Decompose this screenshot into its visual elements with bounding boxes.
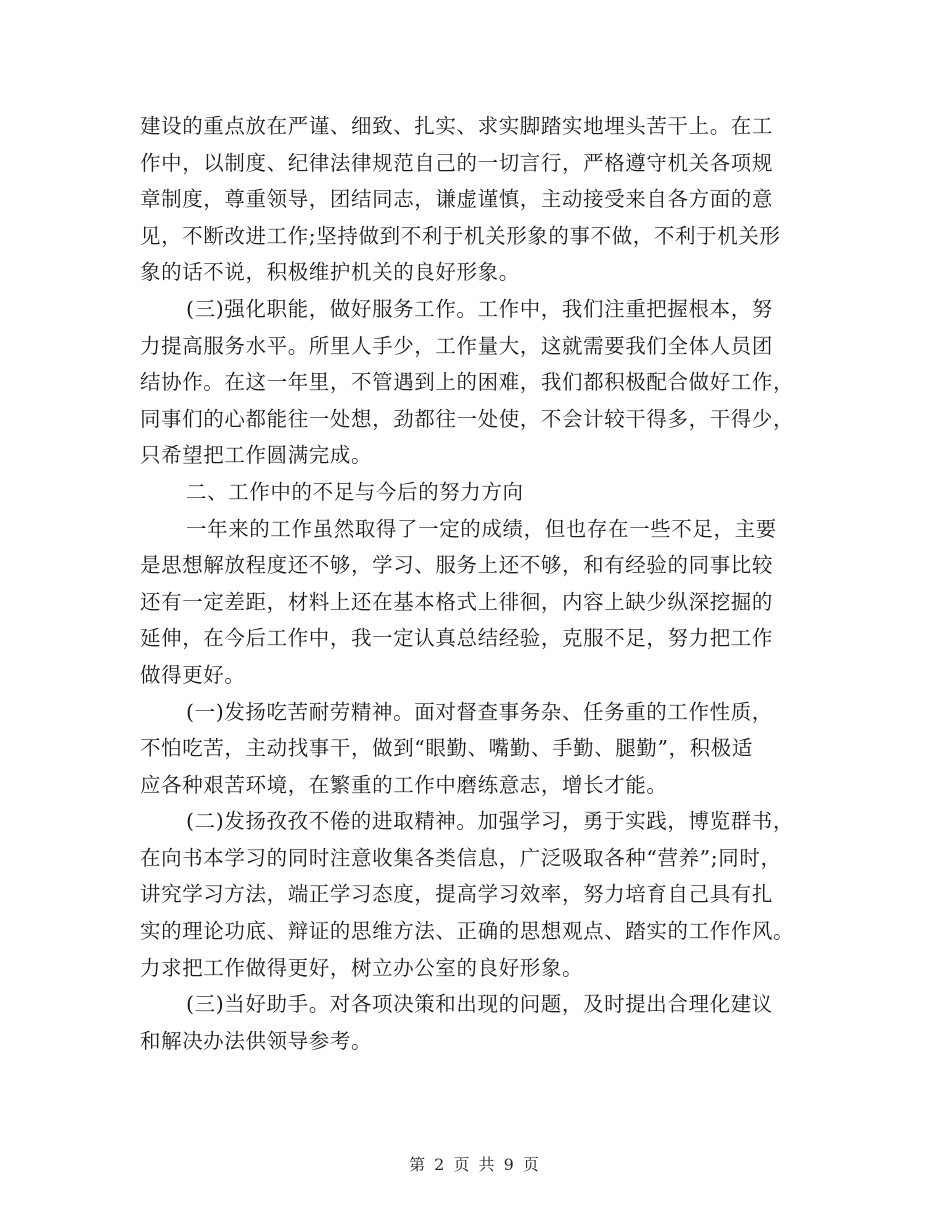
text-line: 做得更好。: [140, 662, 246, 687]
text-line: 实的理论功底、辩证的思维方法、正确的思想观点、踏实的工作作风。: [140, 919, 795, 944]
text-line: 力求把工作做得更好，树立办公室的良好形象。: [140, 955, 584, 980]
text-line: (三)强化职能，做好服务工作。工作中，我们注重把握根本，努: [186, 296, 773, 321]
page-number-footer: 第 2 页 共 9 页: [409, 1155, 541, 1174]
text-line: 是思想解放程度还不够，学习、服务上还不够，和有经验的同事比较: [140, 553, 773, 578]
text-line: 结协作。在这一年里，不管遇到上的困难，我们都积极配合做好工作，: [140, 370, 795, 395]
text-line: (二)发扬孜孜不倦的进取精神。加强学习，勇于实践，博览群书，: [186, 809, 794, 834]
text-line: 二、工作中的不足与今后的努力方向: [186, 479, 524, 504]
text-line: 应各种艰苦环境，在繁重的工作中磨练意志，增长才能。: [140, 772, 668, 797]
text-line: 象的话不说，积极维护机关的良好形象。: [140, 260, 520, 285]
text-line: 还有一定差距，材料上还在基本格式上徘徊，内容上缺少纵深挖掘的: [140, 589, 773, 614]
text-line: 不怕吃苦，主动找事干，做到“眼勤、嘴勤、手勤、腿勤”，积极适: [140, 736, 753, 761]
text-line: 和解决办法供领导参考。: [140, 1028, 373, 1053]
text-line: 只希望把工作圆满完成。: [140, 443, 373, 468]
text-line: 作中，以制度、纪律法律规范自己的一切言行，严格遵守机关各项规: [140, 150, 773, 175]
document-body: [140, 108, 820, 1059]
text-line: 同事们的心都能往一处想，劲都往一处使，不会计较干得多，干得少，: [140, 406, 795, 431]
text-line: 在向书本学习的同时注意收集各类信息，广泛吸取各种“营养”;同时，: [140, 845, 782, 870]
text-line: 延伸，在今后工作中，我一定认真总结经验，克服不足，努力把工作: [140, 626, 773, 651]
text-line: 一年来的工作虽然取得了一定的成绩，但也存在一些不足，主要: [186, 516, 777, 541]
text-line: 见，不断改进工作;坚持做到不利于机关形象的事不做，不利于机关形: [140, 223, 781, 248]
text-line: 力提高服务水平。所里人手少，工作量大，这就需要我们全体人员团: [140, 333, 773, 358]
text-line: (一)发扬吃苦耐劳精神。面对督查事务杂、任务重的工作性质，: [186, 699, 773, 724]
text-line: (三)当好助手。对各项决策和出现的问题，及时提出合理化建议: [186, 992, 773, 1017]
text-line: 建设的重点放在严谨、细致、扎实、求实脚踏实地埋头苦干上。在工: [140, 114, 773, 138]
text-line: 讲究学习方法，端正学习态度，提高学习效率，努力培育自己具有扎: [140, 882, 773, 907]
text-line: 章制度，尊重领导，团结同志，谦虚谨慎，主动接受来自各方面的意: [140, 187, 773, 212]
